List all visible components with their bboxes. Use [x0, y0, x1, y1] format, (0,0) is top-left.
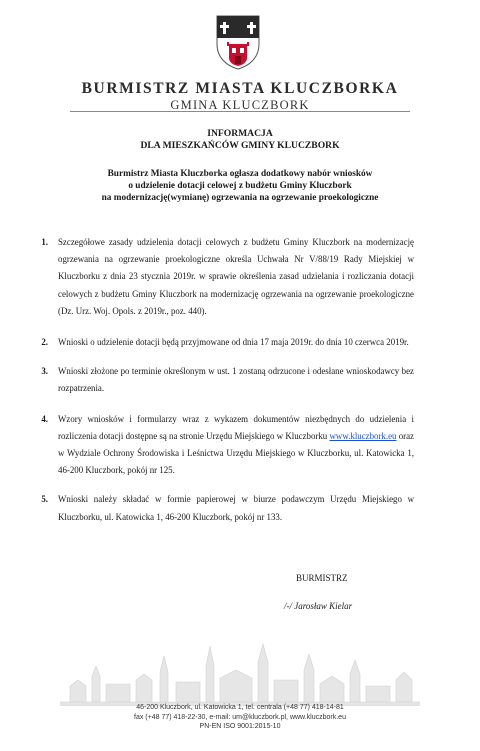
- list-item-number: 1.: [41, 237, 48, 247]
- list-item-text-before-link: Wzory wniosków i formularzy wraz z wykazem dokumentów niezbędnych do udzielenia i rozliczenia dotacji dostępne są na stronie Urzędu Miejskiego w Kluczborku: [58, 413, 414, 441]
- list-item-text: Szczegółowe zasady udzielenia dotacji celowych z budżetu Gminy Kluczbork na modernizację ogrzewania na ogrzewanie proekologiczne określa Uchwała Nr V/88/19 Rady Miejskiej w Kluczborku z dnia 23 stycznia 2019r. w sprawie określenia zasad udzielania i rozliczania dotacji celowych z budżetu Gminy Kluczbork na modernizację ogrzewania na ogrzewanie proekologiczne (Dz. Urz. Woj. Opols. z 2019r., poz. 440).: [58, 237, 414, 316]
- list-item: [41, 234, 414, 320]
- header-divider: [70, 111, 410, 112]
- office-title: BURMISTRZ MIASTA KLUCZBORKA: [81, 80, 399, 97]
- office-subtitle: GMINA KLUCZBORK: [170, 98, 310, 112]
- announcement: [0, 168, 480, 204]
- list-item-number: 3.: [41, 366, 48, 377]
- announcement-line1: Burmistrz Miasta Kluczborka ogłasza dodatkowy nabór wniosków: [107, 169, 373, 179]
- list-item-text: Wnioski należy składać w formie papierowej w biurze podawczym Urzędu Miejskiego w Kluczborku, ul. Katowicka 1, 46-200 Kluczbork, pokój nr 133.: [58, 494, 414, 522]
- list-item-text: Wnioski złożone po terminie określonym w ust. 1 zostaną odrzucone i odesłane wnioskodawcy bez rozpatrzenia.: [58, 366, 414, 394]
- footer-address: 46-200 Kluczbork, ul. Katowicka 1, tel. centrala (+48 77) 418-14-81: [136, 704, 344, 711]
- list-item: [41, 363, 414, 397]
- signature-title: BURMISTRZ: [296, 573, 348, 583]
- info-heading: [0, 128, 480, 152]
- list-item-number: 2.: [41, 337, 48, 348]
- list-item-text-after-link: oraz w Wydziale Ochrony Środowiska i Leśnictwa Urzędu Miejskiego w Kluczborku, ul. Katowicka 1, 46-200 Kluczbork, pokój nr 125.: [58, 430, 415, 476]
- website-link[interactable]: www.kluczbork.eu: [329, 430, 397, 441]
- footer-contact: fax (+48 77) 418-22-30, e-mail: um@kluczbork.pl, www.kluczbork.eu: [134, 713, 346, 721]
- info-heading-line1: INFORMACJA: [207, 128, 273, 139]
- coat-of-arms-icon: [215, 14, 261, 70]
- list-item: [41, 491, 414, 525]
- announcement-line3: na modernizację(wymianę) ogrzewania na ogrzewanie proekologiczne: [101, 193, 379, 203]
- city-skyline-icon: [60, 636, 420, 706]
- list-item-number: 5.: [41, 494, 48, 505]
- signature-name: /-/ Jarosław Kielar: [284, 601, 353, 611]
- list-item: [41, 411, 415, 480]
- footer: [0, 703, 480, 732]
- numbered-list: [41, 234, 415, 526]
- footer-certification: PN-EN ISO 9001:2015-10: [199, 723, 281, 731]
- list-item-text: Wnioski o udzielenie dotacji będą przyjmowane od dnia 17 maja 2019r. do dnia 10 czerwca 2019r.: [58, 337, 409, 348]
- announcement-line2: o udzielenie dotacji celowej z budżetu Gminy Kluczbork: [128, 181, 352, 191]
- list-item: [41, 334, 414, 351]
- info-heading-line2: DLA MIESZKAŃCÓW GMINY KLUCZBORK: [140, 140, 340, 151]
- list-item-number: 4.: [41, 413, 48, 424]
